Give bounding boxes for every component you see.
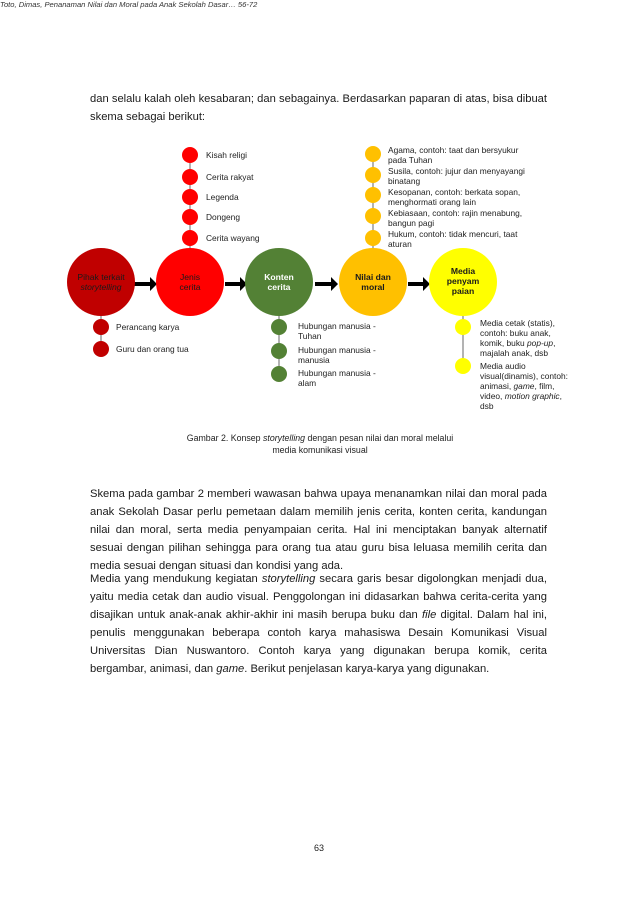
- node-konten-line2: cerita: [267, 282, 291, 292]
- konten-dot-1: [271, 319, 287, 335]
- konten-item: Hubungan manusia - Tuhan: [298, 321, 376, 341]
- page-number: 63: [313, 843, 324, 853]
- jenis-item: Cerita wayang: [206, 233, 260, 243]
- node-jenis-line2: cerita: [179, 282, 201, 292]
- node-media-line2: penyam: [446, 276, 480, 286]
- jenis-dot-1: [182, 147, 198, 163]
- jenis-dot-4: [182, 209, 198, 225]
- node-nilai-label: [339, 272, 407, 292]
- node-konten-label: [245, 272, 313, 292]
- jenis-dot-3: [182, 189, 198, 205]
- jenis-item: Kisah religi: [206, 150, 247, 160]
- konten-item: Hubungan manusia - alam: [298, 368, 376, 388]
- node-media-label: [429, 266, 497, 296]
- nilai-item: Kebiasaan, contoh: rajin menabung, bangun pagi: [388, 208, 523, 228]
- intro-paragraph: dan selalu kalah oleh kesabaran; dan sebagainya. Berdasarkan paparan di atas, bisa dibuat skema sebagai berikut:: [90, 93, 547, 123]
- node-konten-line1: Konten: [264, 272, 294, 282]
- node-pihak-line2: storytelling: [80, 282, 122, 292]
- nilai-dot-2: [365, 167, 381, 183]
- nilai-dot-3: [365, 187, 381, 203]
- nilai-dot-4: [365, 208, 381, 224]
- nilai-item: Hukum, contoh: tidak mencuri, taat aturan: [388, 229, 518, 249]
- node-nilai-line2: moral: [361, 282, 385, 292]
- arrow-1: [134, 277, 157, 291]
- node-pihak-line1: Pihak terkait: [77, 272, 125, 282]
- figure-caption: Gambar 2. Konsep storytelling dengan pesan nilai dan moral melalui media komunikasi visual: [186, 433, 454, 455]
- konten-dot-3: [271, 366, 287, 382]
- nilai-dot-1: [365, 146, 381, 162]
- arrow-3: [315, 277, 338, 291]
- pihak-item: Perancang karya: [116, 322, 180, 332]
- running-header: Toto, Dimas, Penanaman Nilai dan Moral pada Anak Sekolah Dasar… 56-72: [0, 0, 258, 9]
- media-item-audio: Media audio visual(dinamis), contoh: animasi, game, film, video, motion graphic, dsb: [480, 361, 568, 411]
- nilai-item: Kesopanan, contoh: berkata sopan, menghormati orang lain: [388, 187, 521, 207]
- nilai-dot-5: [365, 230, 381, 246]
- nilai-item: Susila, contoh: jujur dan menyayangi binatang: [388, 166, 525, 186]
- node-jenis-label: [156, 272, 224, 292]
- node-media-line1: Media: [450, 266, 476, 276]
- body-paragraph-2: Skema pada gambar 2 memberi wawasan bahwa upaya menanamkan nilai dan moral pada anak Sekolah Dasar perlu pemetaan dalam memilih jenis cerita, konten cerita, kandungan nilai dan moral, serta media penyampaian cerita. Hal ini menciptakan banyak alternatif sesuai dengan pilihan sehingga para orang tua atau guru bisa leluasa memilih cerita dan media sesuai dengan situasi dan kondisi yang ada.: [90, 488, 547, 572]
- pihak-item: Guru dan orang tua: [116, 344, 189, 354]
- media-dot-2: [455, 358, 471, 374]
- jenis-item: Dongeng: [206, 212, 240, 222]
- body-paragraph-3: Media yang mendukung kegiatan storytelling secara garis besar digolongkan menjadi dua, yaitu media cetak dan audio visual. Penggolongan ini didasarkan bahwa cerita-cerita yang disajikan untuk anak-anak akhir-akhir ini masih berupa buku dan file digital. Dalam hal ini, penulis menggunakan beberapa contoh karya mahasiswa Desain Komunikasi Visual Universitas Dian Nuswantoro. Contoh karya yang digunakan berupa komik, cerita bergambar, animasi, dan game. Berikut penjelasan karya-karya yang digunakan.: [90, 573, 547, 675]
- jenis-dot-2: [182, 169, 198, 185]
- node-jenis-line1: Jenis: [179, 272, 201, 282]
- jenis-item: Cerita rakyat: [206, 172, 254, 182]
- nilai-item: Agama, contoh: taat dan bersyukur pada Tuhan: [388, 145, 519, 165]
- media-dot-1: [455, 319, 471, 335]
- jenis-dot-5: [182, 230, 198, 246]
- konten-item: Hubungan manusia - manusia: [298, 345, 376, 365]
- arrow-4: [408, 277, 430, 291]
- node-media-line3: paian: [451, 286, 475, 296]
- media-item-cetak: Media cetak (statis), contoh: buku anak, komik, buku pop-up, majalah anak, dsb: [480, 318, 556, 358]
- jenis-item: Legenda: [206, 192, 239, 202]
- konten-dot-2: [271, 343, 287, 359]
- pihak-dot-2: [93, 341, 109, 357]
- arrow-2: [225, 277, 247, 291]
- node-pihak-label: [67, 272, 135, 292]
- pihak-dot-1: [93, 319, 109, 335]
- node-nilai-line1: Nilai dan: [355, 272, 391, 282]
